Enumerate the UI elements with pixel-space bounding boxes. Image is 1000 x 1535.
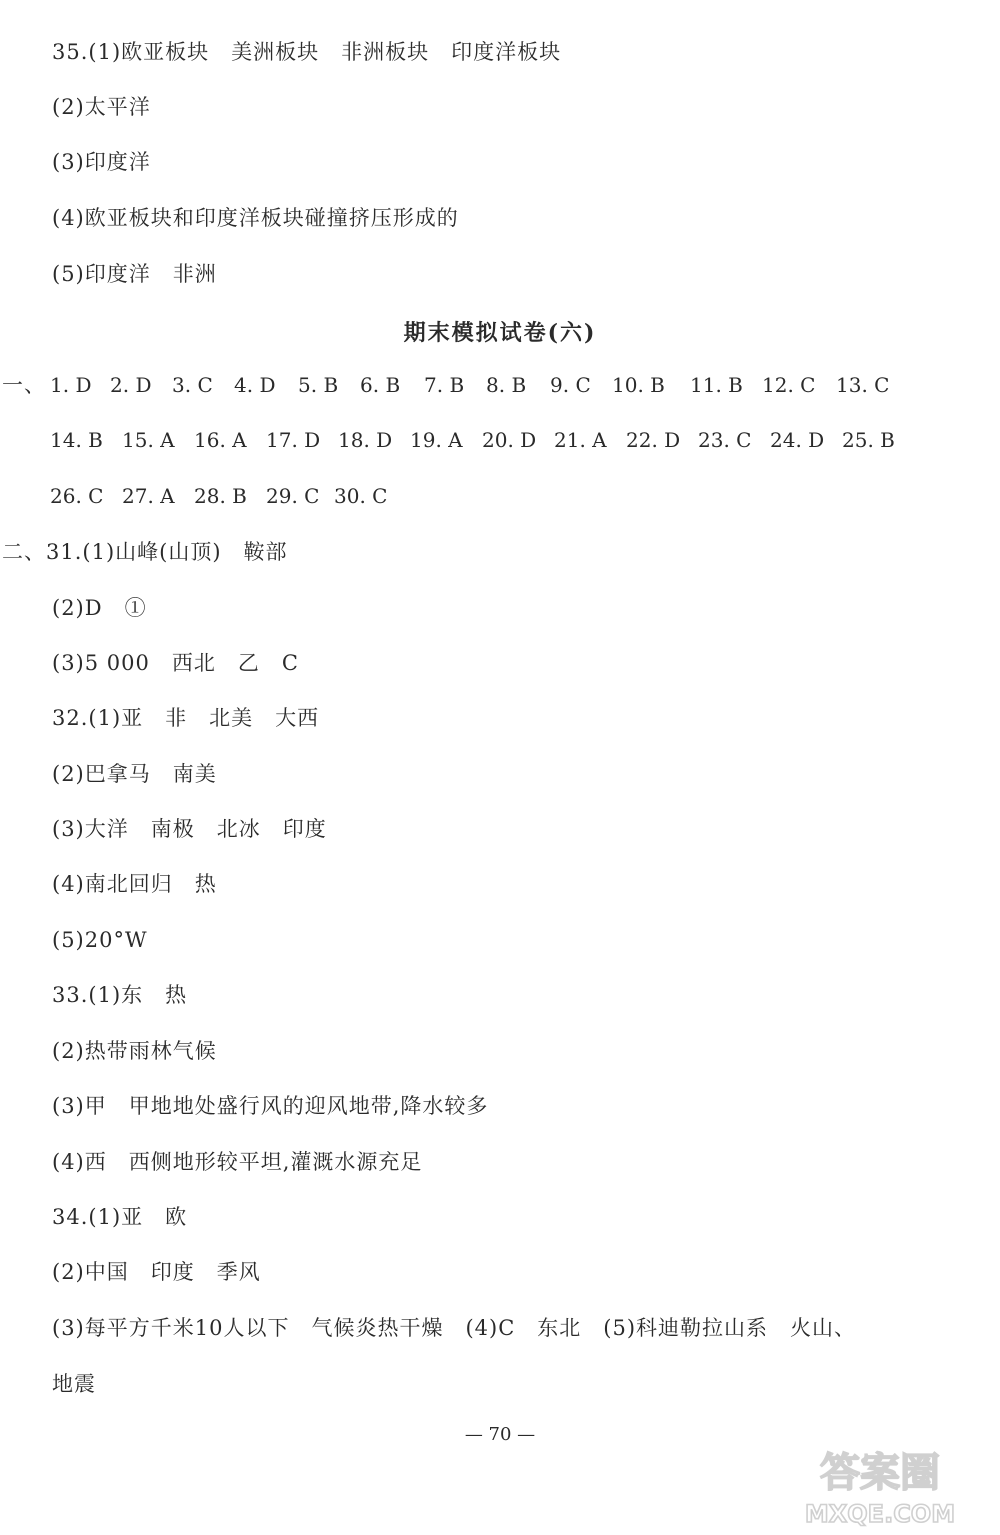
mc-answer: 1. D <box>50 373 92 397</box>
watermark-logo <box>790 1438 970 1530</box>
mc-row-2 <box>0 426 1000 454</box>
mc-answer: 3. C <box>172 373 213 397</box>
mc-answer: 7. B <box>424 373 465 397</box>
q32-part5: (5)20°W <box>52 928 148 952</box>
q33-part1: 33.(1)东 热 <box>52 983 188 1007</box>
q31-part1: 31.(1)山峰(山顶) 鞍部 <box>46 540 288 564</box>
page-number: — 70 — <box>464 1424 536 1445</box>
q35-part4: (4)欧亚板块和印度洋板块碰撞挤压形成的 <box>52 206 459 230</box>
q33-part3: (3)甲 甲地地处盛行风的迎风地带,降水较多 <box>52 1094 489 1118</box>
mc-answer: 19. A <box>410 428 463 452</box>
mc-answer: 30. C <box>334 484 388 508</box>
q33-part2: (2)热带雨林气候 <box>52 1039 217 1063</box>
mc-answer: 6. B <box>360 373 401 397</box>
mc-answer: 12. C <box>762 373 816 397</box>
q34-part3-cont: 地震 <box>52 1372 96 1396</box>
mc-answer: 21. A <box>554 428 607 452</box>
mc-answer: 18. D <box>338 428 393 452</box>
mc-answer: 11. B <box>690 373 743 397</box>
mc-answer: 23. C <box>698 428 752 452</box>
mc-answer: 8. B <box>486 373 527 397</box>
q32-part2: (2)巴拿马 南美 <box>52 762 217 786</box>
q31-part2: (2)D ① <box>52 596 147 620</box>
mc-answer: 28. B <box>194 484 247 508</box>
mc-answer: 27. A <box>122 484 175 508</box>
q33-part4: (4)西 西侧地形较平坦,灌溉水源充足 <box>52 1150 423 1174</box>
mc-answer: 22. D <box>626 428 681 452</box>
mc-answer: 25. B <box>842 428 895 452</box>
q32-part1: 32.(1)亚 非 北美 大西 <box>52 706 320 730</box>
mc-answer: 20. D <box>482 428 537 452</box>
mc-answer: 10. B <box>612 373 665 397</box>
mc-row-3 <box>0 482 1000 510</box>
q34-part3: (3)每平方千米10人以下 气候炎热干燥 (4)C 东北 (5)科迪勒拉山系 火山、 <box>52 1316 857 1340</box>
mc-answer: 24. D <box>770 428 825 452</box>
q35-part3: (3)印度洋 <box>52 150 151 174</box>
q35-part5: (5)印度洋 非洲 <box>52 262 217 286</box>
q32-part4: (4)南北回归 热 <box>52 872 217 896</box>
q31-part3: (3)5 000 西北 乙 C <box>52 651 299 675</box>
mc-answer: 16. A <box>194 428 247 452</box>
mc-answer: 29. C <box>266 484 320 508</box>
q35-part2: (2)太平洋 <box>52 95 151 119</box>
q34-part2: (2)中国 印度 季风 <box>52 1260 261 1284</box>
mc-answer: 5. B <box>298 373 339 397</box>
watermark-top-text: 答案圈 <box>820 1450 940 1496</box>
mc-answer: 14. B <box>50 428 103 452</box>
mc-answer: 4. D <box>234 373 276 397</box>
exam-title: 期末模拟试卷(六) <box>403 320 597 346</box>
watermark-bottom-text: MXQE.COM <box>804 1500 956 1528</box>
section2-marker: 二、 <box>2 540 46 564</box>
mc-row-1 <box>0 371 1000 399</box>
mc-answer: 17. D <box>266 428 321 452</box>
mc-answer: 13. C <box>836 373 890 397</box>
q32-part3: (3)大洋 南极 北冰 印度 <box>52 817 327 841</box>
mc-answer: 9. C <box>550 373 591 397</box>
q34-part1: 34.(1)亚 欧 <box>52 1205 188 1229</box>
mc-answer: 2. D <box>110 373 152 397</box>
q35-part1: 35.(1)欧亚板块 美洲板块 非洲板块 印度洋板块 <box>52 40 562 64</box>
mc-answer: 15. A <box>122 428 175 452</box>
section1-marker: 一、 <box>2 373 46 397</box>
mc-answer: 26. C <box>50 484 104 508</box>
